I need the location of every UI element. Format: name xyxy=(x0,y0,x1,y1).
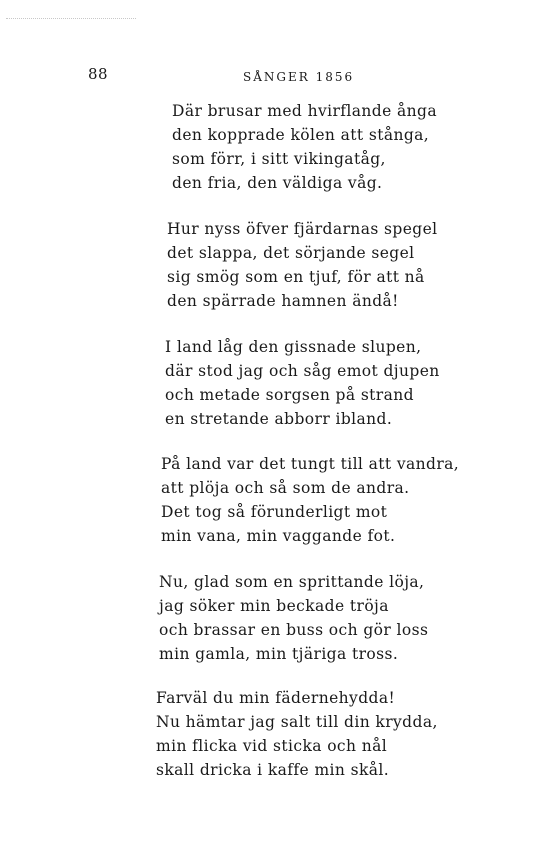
verse-line: och metade sorgsen på strand xyxy=(165,386,414,404)
stanza xyxy=(167,217,438,313)
verse-line: den fria, den väldiga våg. xyxy=(172,174,383,192)
stanza xyxy=(156,686,438,782)
verse-line: jag söker min beckade tröja xyxy=(159,597,389,615)
page-number: 88 xyxy=(88,65,109,83)
verse-line: På land var det tungt till att vandra, xyxy=(161,455,460,473)
stanza xyxy=(161,452,459,548)
verse-line: Nu hämtar jag salt till din krydda, xyxy=(156,713,438,731)
verse-line: Hur nyss öfver fjärdarnas spegel xyxy=(167,220,438,238)
stanza xyxy=(159,570,428,666)
verse-line: att plöja och så som de andra. xyxy=(161,479,410,497)
verse-line: som förr, i sitt vikingatåg, xyxy=(172,150,386,168)
verse-line: Där brusar med hvirflande ånga xyxy=(172,102,438,120)
verse-line: Nu, glad som en sprittande löja, xyxy=(159,573,425,591)
running-header: SÅNGER 1856 xyxy=(243,70,355,84)
verse-line: sig smög som en tjuf, för att nå xyxy=(167,268,425,286)
verse-line: min gamla, min tjäriga tross. xyxy=(159,645,399,663)
verse-line: det slappa, det sörjande segel xyxy=(167,244,415,262)
verse-line: den spärrade hamnen ändå! xyxy=(167,292,399,310)
verse-line: den kopprade kölen att stånga, xyxy=(172,126,430,144)
verse-line: en stretande abborr ibland. xyxy=(165,410,393,428)
verse-line: I land låg den gissnade slupen, xyxy=(165,338,422,356)
verse-line: min vana, min vaggande fot. xyxy=(161,527,396,545)
verse-line: skall dricka i kaffe min skål. xyxy=(156,761,390,779)
verse-line: min flicka vid sticka och nål xyxy=(156,737,388,755)
scan-artifact xyxy=(6,18,136,19)
verse-line: och brassar en buss och gör loss xyxy=(159,621,429,639)
verse-line: Farväl du min fädernehydda! xyxy=(156,689,396,707)
stanza xyxy=(165,335,440,431)
verse-line: Det tog så förunderligt mot xyxy=(161,503,388,521)
verse-line: där stod jag och såg emot djupen xyxy=(165,362,440,380)
stanza xyxy=(172,99,437,195)
